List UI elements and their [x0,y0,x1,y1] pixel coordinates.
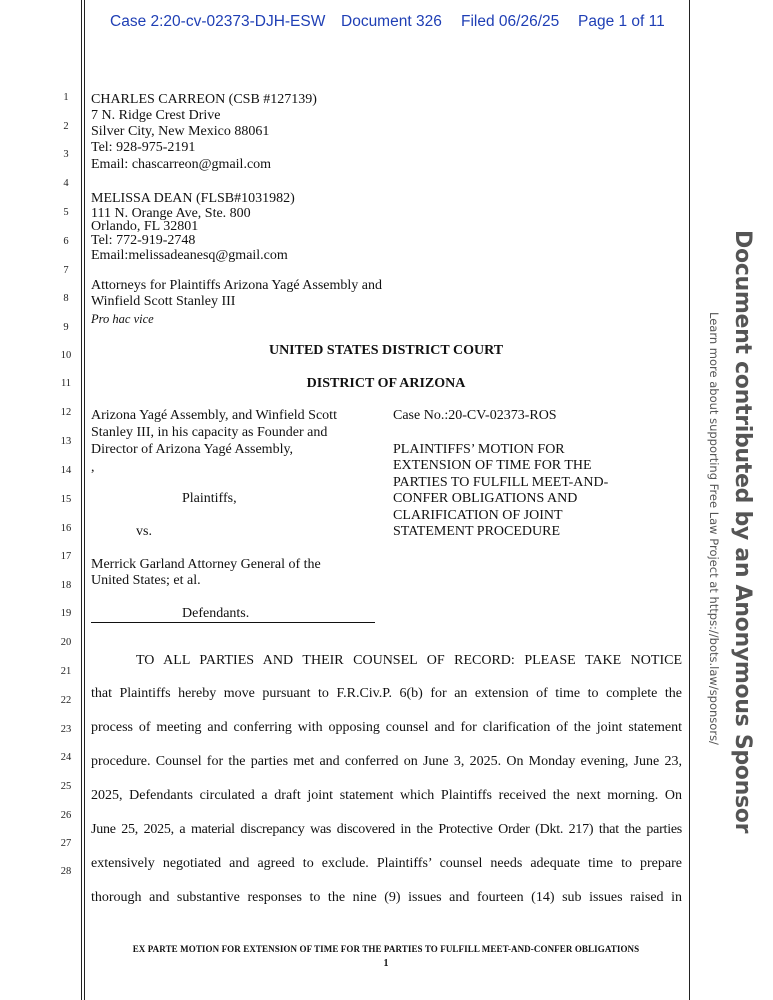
body-line: extensively negotiated and agreed to exclude. Plaintiffs’ counsel needs adequate time to prepare [91,856,682,871]
line-number: 13 [60,436,72,447]
court-name: UNITED STATES DISTRICT COURT [268,343,504,358]
attorney-name: MELISSA DEAN (FLSB#1031982) [91,191,295,206]
attorney-phone: Tel: 928-975-2191 [91,140,196,155]
line-number: 22 [60,695,72,706]
attorney-address-line: Silver City, New Mexico 88061 [91,124,270,139]
motion-title-line: PLAINTIFFS’ MOTION FOR [393,442,565,457]
attorney-name: CHARLES CARREON (CSB #127139) [91,92,317,107]
line-number: 9 [63,322,69,333]
plaintiff-line: Arizona Yagé Assembly, and Winfield Scott [91,408,337,423]
versus: vs. [136,524,152,539]
body-line: procedure. Counsel for the parties met and conferred on June 3, 2025. On Monday evening, June 23, [91,754,682,769]
plaintiff-line: Stanley III, in his capacity as Founder and [91,425,328,440]
case-number-caption: Case No.:20-CV-02373-ROS [393,408,557,423]
line-number: 18 [60,580,72,591]
defendant-line: Merrick Garland Attorney General of the [91,557,321,572]
line-number: 12 [60,407,72,418]
defendant-line: United States; et al. [91,573,201,588]
left-margin-rule-inner [84,0,85,1000]
filed-date: Filed 06/26/25 [461,13,560,30]
attorney-address-line: 111 N. Orange Ave, Ste. 800 [91,206,251,221]
court-district: DISTRICT OF ARIZONA [306,376,466,391]
attorney-email: Email:melissadeanesq@gmail.com [91,248,288,263]
body-line: thorough and substantive responses to the nine (9) issues and fourteen (14) sub issues raised in [91,890,682,905]
document-number: Document 326 [341,13,442,30]
plaintiffs-label: Plaintiffs, [182,491,237,506]
caption-rule [91,622,375,623]
line-number: 20 [60,637,72,648]
page-indicator: Page 1 of 11 [578,13,665,30]
line-number: 28 [60,866,72,877]
defendants-label: Defendants. [182,606,250,621]
line-number: 25 [60,781,72,792]
line-number: 17 [60,551,72,562]
line-number: 27 [60,838,72,849]
line-number: 3 [63,149,69,160]
right-margin-rule [689,0,690,1000]
case-number: Case 2:20-cv-02373-DJH-ESW [110,13,326,30]
line-number: 1 [63,92,69,103]
sponsor-watermark: Document contributed by an Anonymous Sponsor [730,230,755,834]
line-number: 14 [60,465,72,476]
motion-title-line: PARTIES TO FULFILL MEET-AND- [393,475,609,490]
line-number: 10 [60,350,72,361]
line-number: 26 [60,810,72,821]
line-number: 24 [60,752,72,763]
line-number: 5 [63,207,69,218]
motion-title-line: EXTENSION OF TIME FOR THE [393,458,592,473]
pro-hac-vice: Pro hac vice [91,312,154,326]
footer-page-number: 1 [383,958,389,969]
motion-title-line: CONFER OBLIGATIONS AND [393,491,578,506]
sponsor-watermark-subtext: Learn more about supporting Free Law Project at https://bots.law/sponsors/ [707,312,721,745]
motion-title-line: STATEMENT PROCEDURE [393,524,561,539]
line-number: 15 [60,494,72,505]
line-number: 7 [63,265,69,276]
line-number: 6 [63,236,69,247]
plaintiff-line: , [91,460,95,475]
attorney-email: Email: chascarreon@gmail.com [91,157,272,172]
motion-title-line: CLARIFICATION OF JOINT [393,508,563,523]
line-number: 16 [60,523,72,534]
line-number: 23 [60,724,72,735]
body-line: TO ALL PARTIES AND THEIR COUNSEL OF RECORD: PLEASE TAKE NOTICE [136,653,682,668]
body-line: 2025, Defendants circulated a draft joint statement which Plaintiffs received the next morning. On [91,788,682,803]
line-number: 21 [60,666,72,677]
line-number: 2 [63,121,69,132]
attorney-phone: Tel: 772-919-2748 [91,233,196,248]
body-line: that Plaintiffs hereby move pursuant to F.R.Civ.P. 6(b) for an extension of time to complete the [91,686,682,701]
line-number: 19 [60,608,72,619]
plaintiff-line: Director of Arizona Yagé Assembly, [91,442,294,457]
body-line: process of meeting and conferring with opposing counsel and for clarification of the joint statement [91,720,682,735]
body-line: June 25, 2025, a material discrepancy was discovered in the Protective Order (Dkt. 217) that the parties [91,822,682,837]
left-margin-rule [81,0,82,1000]
attorney-address-line: 7 N. Ridge Crest Drive [91,108,221,123]
attorney-address-line: Orlando, FL 32801 [91,219,199,234]
line-number: 4 [63,178,69,189]
attorneys-for-line: Attorneys for Plaintiffs Arizona Yagé Assembly and [91,278,382,293]
footer-title: EX PARTE MOTION FOR EXTENSION OF TIME FOR THE PARTIES TO FULFILL MEET-AND-CONFER OBLIGATIONS [132,944,640,954]
attorneys-for-line: Winfield Scott Stanley III [91,294,236,309]
line-number: 11 [60,378,72,389]
line-number: 8 [63,293,69,304]
